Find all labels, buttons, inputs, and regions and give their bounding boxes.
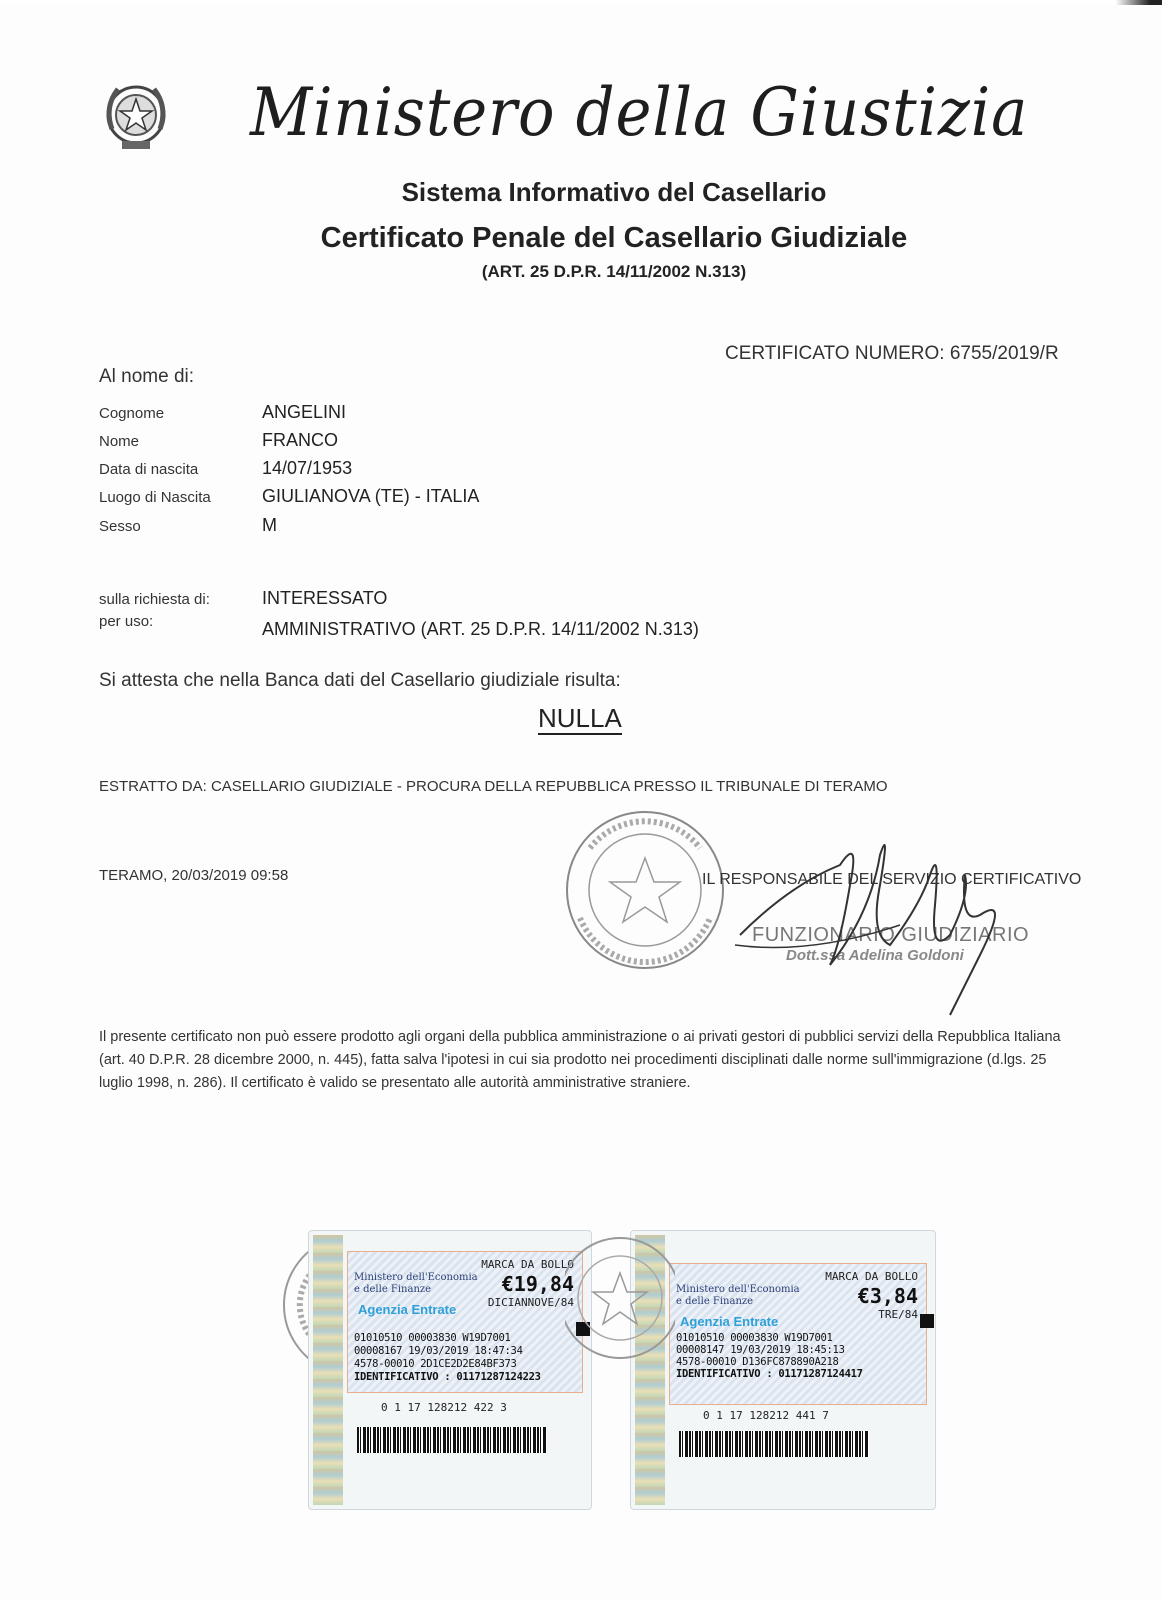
stamp-amount: €3,84: [857, 1284, 918, 1308]
stamp-code: 0 1 17 128212 441 7: [703, 1409, 829, 1422]
revenue-stamp-1: [308, 1230, 592, 1510]
scan-edge: [0, 0, 1162, 5]
funzionario-text: FUNZIONARIO GIUDIZIARIO: [752, 924, 1030, 946]
luogo-value: GIULIANOVA (TE) - ITALIA: [262, 486, 480, 506]
nascita-label: Data di nascita: [99, 461, 199, 478]
responsabile-text: IL RESPONSABILE DEL SERVIZIO CERTIFICATIVO: [702, 871, 1082, 888]
stamp-code: 0 1 17 128212 422 3: [381, 1401, 507, 1414]
sesso-value: M: [262, 515, 277, 535]
cognome-label: Cognome: [99, 405, 165, 422]
marca-label: MARCA DA BOLLO: [481, 1258, 574, 1271]
uso-value: AMMINISTRATIVO (ART. 25 D.P.R. 14/11/2002 N.313): [262, 619, 699, 639]
stamp-line-2: 00008167 19/03/2019 18:47:34: [354, 1345, 523, 1357]
law-reference: (ART. 25 D.P.R. 14/11/2002 N.313): [481, 262, 747, 281]
revenue-stamp-2: [630, 1230, 936, 1510]
stamp-amount: €19,84: [501, 1272, 574, 1296]
richiesta-label: sulla richiesta di:: [99, 591, 210, 608]
stamp-line-2: 00008147 19/03/2019 18:45:13: [676, 1344, 845, 1356]
entrate-logo: Agenzia Entrate: [680, 1314, 779, 1329]
ministry-heading: Ministero della Giustizia: [250, 74, 1029, 151]
attesta-text: Si attesta che nella Banca dati del Casellario giudiziale risulta:: [99, 670, 621, 691]
luogo-label: Luogo di Nascita: [99, 489, 211, 506]
stamp-line-4: IDENTIFICATIVO : 01171287124223: [354, 1371, 541, 1383]
stamp-mark: [920, 1314, 934, 1328]
stamp-line-4: IDENTIFICATIVO : 01171287124417: [676, 1368, 863, 1380]
al-nome-label: Al nome di:: [99, 366, 195, 387]
marca-label: MARCA DA BOLLO: [825, 1270, 918, 1283]
hologram-strip: [313, 1235, 343, 1505]
handwritten-signature: [730, 825, 1030, 1025]
stamp-line-3: 4578-00010 2D1CE2D2E84BF373: [354, 1358, 517, 1370]
legal-note: Il presente certificato non può essere prodotto agli organi della pubblica amministrazione o ai privati gestori di pubblici servizi della Repubblica Italiana (art. 40 D.P.R. 28 dicembre 2000, n. 445), fatta salva l'ipotesi in cui sia prodotto nei procedimenti disciplinati dalle norme sull'immigrazione (d.lgs. 25 luglio 1998, n. 286). Il certificato è valido se presentato alle autorità amministrative straniere.: [99, 1029, 1061, 1091]
place-date: TERAMO, 20/03/2019 09:58: [99, 867, 289, 884]
stamp-body: [347, 1251, 583, 1393]
mef-label: Ministero dell'Economia e delle Finanze: [354, 1272, 478, 1295]
barcode: [679, 1431, 869, 1457]
system-title: Sistema Informativo del Casellario: [401, 177, 827, 207]
sesso-label: Sesso: [99, 518, 141, 535]
barcode: [357, 1427, 547, 1453]
certificate-number: CERTIFICATO NUMERO: 6755/2019/R: [725, 343, 1059, 364]
stamp-body: [669, 1263, 927, 1405]
stamp-line-1: 01010510 00003830 W19D7001: [354, 1332, 511, 1344]
estratto-text: ESTRATTO DA: CASELLARIO GIUDIZIALE - PROCURA DELLA REPUBBLICA PRESSO IL TRIBUNALE DI TERAMO: [99, 778, 888, 795]
cognome-value: ANGELINI: [262, 402, 347, 422]
partial-stamp-middle: [565, 1218, 675, 1378]
signatory-name: Dott.ssa Adelina Goldoni: [786, 947, 964, 964]
stamp-amount-words: DICIANNOVE/84: [487, 1296, 574, 1309]
uso-label: per uso:: [99, 613, 154, 630]
mef-label: Ministero dell'Economia e delle Finanze: [676, 1284, 800, 1307]
stamp-amount-words: TRE/84: [878, 1308, 918, 1321]
nascita-value: 14/07/1953: [262, 458, 353, 478]
richiesta-value: INTERESSATO: [262, 588, 388, 608]
nome-value: FRANCO: [262, 430, 338, 450]
entrate-logo: Agenzia Entrate: [358, 1302, 457, 1317]
stamp-line-3: 4578-00010 D136FC878890A218: [676, 1356, 839, 1368]
stamp-line-1: 01010510 00003830 W19D7001: [676, 1332, 833, 1344]
official-stamp: [560, 808, 730, 973]
nome-label: Nome: [99, 433, 140, 450]
result-value: NULLA: [538, 703, 622, 733]
certificate-title: Certificato Penale del Casellario Giudiziale: [320, 222, 908, 254]
italian-emblem-icon: [100, 77, 172, 155]
